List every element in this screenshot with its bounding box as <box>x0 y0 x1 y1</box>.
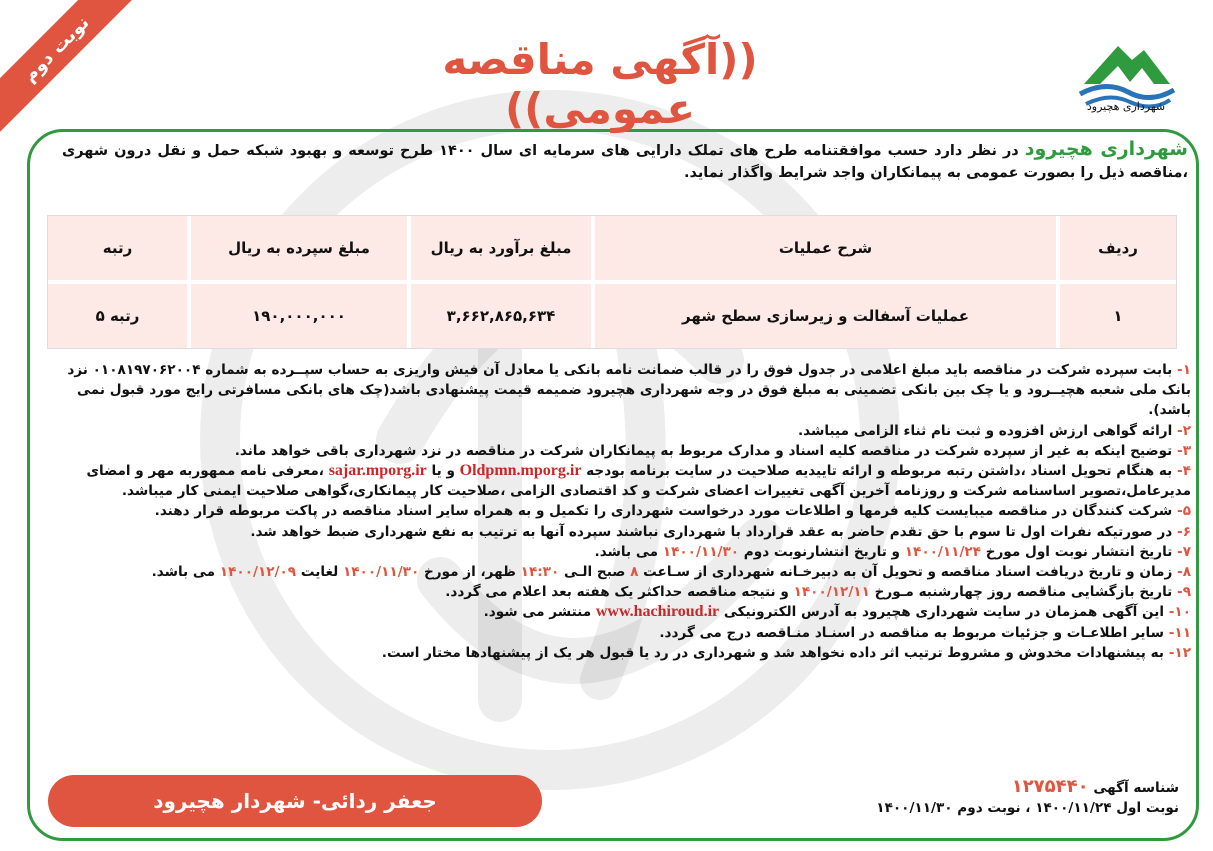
item-number: ۹- <box>1177 584 1191 601</box>
corner-ribbon <box>0 0 140 140</box>
condition-item-7 <box>67 542 1191 562</box>
header-grade: رتبه <box>102 239 133 257</box>
cell-description: عملیات آسفالت و زیرسازی سطح شهر <box>591 284 1056 348</box>
item-text: و تاریخ انتشارنوبت دوم <box>739 543 905 560</box>
item-text: می باشد. <box>151 564 220 581</box>
date-first-publish: ۱۴۰۰/۱۱/۲۴ <box>904 543 982 560</box>
item-text: ظهر، از مورخ <box>419 564 521 581</box>
condition-item-1 <box>67 360 1191 421</box>
item-number: ۸- <box>1177 564 1191 581</box>
item-number: ۳- <box>1177 442 1191 459</box>
table-header-row <box>48 216 1176 280</box>
item-text: به هنگام تحویل اسناد ،داشتن رتبه مربوطه و ارائه تاییدیه صلاحیت در سایت برنامه بودجه <box>581 463 1178 480</box>
item-text: شرکت کنندگان در مناقصه میبایست کلیه فرمها و اطلاعات مورد درخواست شهرداری را تکمیل و به همراه سایر اسناد مناقصه در پاکت مربوطه قرار دهند. <box>154 503 1178 520</box>
header-description: شرح عملیات <box>591 216 1056 280</box>
item-text: به پیشنهادات مخدوش و مشروط ترتیب اثر داده نخواهد شد و شهرداری در رد یا قبول هر یک از پیشنهادها مختار است. <box>381 644 1169 661</box>
condition-item-5 <box>67 501 1191 521</box>
sajar-link[interactable]: sajar.mporg.ir <box>328 462 427 480</box>
item-number: ۶- <box>1177 523 1191 540</box>
item-text: زمان و تاریخ دریافت اسناد مناقصه و تحویل آن به دبیرخـانه شهرداری از سـاعت <box>638 564 1178 581</box>
hour-start: ۸ <box>630 564 639 581</box>
page-title: ((آگهی مناقصه عمومی)) <box>442 35 758 133</box>
item-number: ۱۲- <box>1168 644 1191 661</box>
publish-dates: نوبت اول ۱۴۰۰/۱۱/۲۴ ، نوبت دوم ۱۴۰۰/۱۱/۳۰ <box>876 800 1179 816</box>
header-deposit: مبلغ سپرده به ریال <box>187 216 407 280</box>
conditions-list <box>67 360 1191 663</box>
condition-item-12 <box>67 643 1191 663</box>
item-text: این آگهی همزمان در سایت شهرداری هچیرود به آدرس الکترونیکی <box>719 604 1169 621</box>
website-link[interactable]: www.hachiroud.ir <box>595 603 720 621</box>
item-number: ۱۰- <box>1168 604 1191 621</box>
logo-caption: شهرداری هچیرود <box>1086 100 1166 113</box>
item-text: ارائه گواهی ارزش افزوده و ثبت نام ثناء الزامی میباشد. <box>797 422 1178 439</box>
item-text: سایر اطلاعـات و جزئیات مربوط به مناقصه در اسنـاد منـاقصه درج می گردد. <box>659 624 1169 641</box>
item-text: در صورتیکه نفرات اول تا سوم با حق تقدم حاضر به عقد قرارداد با شهرداری نباشند سپرده آنها به ترتیب به نفع شهرداری ضبط خواهد شد. <box>250 523 1178 540</box>
header-estimate: مبلغ برآورد به ریال <box>407 216 591 280</box>
item-number: ۱- <box>1177 362 1191 378</box>
date-opening: ۱۴۰۰/۱۲/۱۱ <box>793 584 870 601</box>
item-text: صبح الـی <box>559 564 631 581</box>
ad-id-line <box>859 777 1179 798</box>
tender-table <box>47 215 1177 349</box>
item-text: لغایت <box>296 564 343 581</box>
cell-grade: رتبه ۵ <box>95 307 140 325</box>
ad-id-value: ۱۲۷۵۴۴۰ <box>1011 776 1089 797</box>
item-number: ۴- <box>1177 463 1191 480</box>
item-text: می باشد. <box>594 543 663 560</box>
item-text: و یا <box>426 463 460 480</box>
organization-name: شهرداری هچیرود <box>1024 138 1188 160</box>
item-number: ۷- <box>1177 543 1191 560</box>
table-row <box>48 284 1176 348</box>
intro-text: در نظر دارد حسب موافقتنامه طرح های تملک دارایی های سرمایه ای سال ۱۴۰۰ طرح توسعه و بهبود شبکه حمل و نقل درون شهری ،مناقصه ذیل را بصورت عمومی به پیمانکاران واجد شرایط واگذار نماید. <box>62 143 1188 181</box>
condition-item-2 <box>67 421 1191 441</box>
item-text: و نتیجه مناقصه حداکثر یک هفته بعد اعلام می گردد. <box>445 584 794 601</box>
header-row-number: ردیف <box>1056 216 1176 280</box>
cell-deposit: ۱۹۰,۰۰۰,۰۰۰ <box>187 284 407 348</box>
ribbon-label: نوبت دوم <box>0 0 140 133</box>
item-text: بابت سپرده شرکت در مناقصه باید مبلغ اعلامی در جدول فوق را در قالب ضمانت نامه بانکی یا معادل آن فیش واریزی به حساب سپــرده به شماره ۰۱۰۸۱۹۷۰۶۲۰۰۴ نزد بانک ملی شعبه هچیــرود و یا چک بین بانکی تضمینی به مبلغ فوق در وجه شهرداری هچیرود ضمیمه قیمت پیشنهادی باشد(چک های بانکی مسافرتی رایج مورد قبول نمی باشد). <box>67 362 1191 419</box>
item-text: ،معرفی نامه ممهوربه مهر و امضای مدیرعامل،تصویر اساسنامه شرکت و روزنامه آخرین آگهی تغییرات اعضای شرکت و کد اقتصادی الزامی ،صلاحیت کار پیمانکاری،گواهی صلاحیت ایمنی کار میباشد. <box>86 463 1191 500</box>
cell-row-number: ۱ <box>1056 284 1176 348</box>
condition-item-9 <box>67 582 1191 602</box>
condition-item-4 <box>67 461 1191 501</box>
item-number: ۵- <box>1177 503 1191 520</box>
date-second-publish: ۱۴۰۰/۱۱/۳۰ <box>662 543 740 560</box>
ad-id-label: شناسه آگهی <box>1088 780 1179 796</box>
item-text: تاریخ بازگشایی مناقصه روز چهارشنبه مـورخ <box>869 584 1178 601</box>
item-text: توضیح اینکه به غیر از سپرده شرکت در مناقصه کلیه اسناد و مدارک مربوط به پیمانکاران شرکت در مناقصه در نزد شهرداری باقی خواهد ماند. <box>234 442 1178 459</box>
hour-end: ۱۴:۳۰ <box>520 564 560 581</box>
item-text: تاریخ انتشار نوبت اول مورخ <box>981 543 1178 560</box>
oldpmn-link[interactable]: Oldpmn.mporg.ir <box>459 462 582 480</box>
condition-item-8 <box>67 562 1191 582</box>
condition-item-11 <box>67 623 1191 643</box>
item-text: منتشر می شود. <box>483 604 596 621</box>
condition-item-6 <box>67 522 1191 542</box>
intro-paragraph <box>62 138 1188 184</box>
date-end: ۱۴۰۰/۱۲/۰۹ <box>219 564 297 581</box>
condition-item-10 <box>67 602 1191 622</box>
item-number: ۲- <box>1177 422 1191 439</box>
footer-info <box>859 777 1179 818</box>
cell-estimate: ۳,۶۶۲,۸۶۵,۶۳۴ <box>407 284 591 348</box>
signature-badge: جعفر ردائی- شهردار هچیرود <box>48 775 542 827</box>
condition-item-3 <box>67 441 1191 461</box>
date-start: ۱۴۰۰/۱۱/۳۰ <box>342 564 420 581</box>
item-number: ۱۱- <box>1168 624 1191 641</box>
